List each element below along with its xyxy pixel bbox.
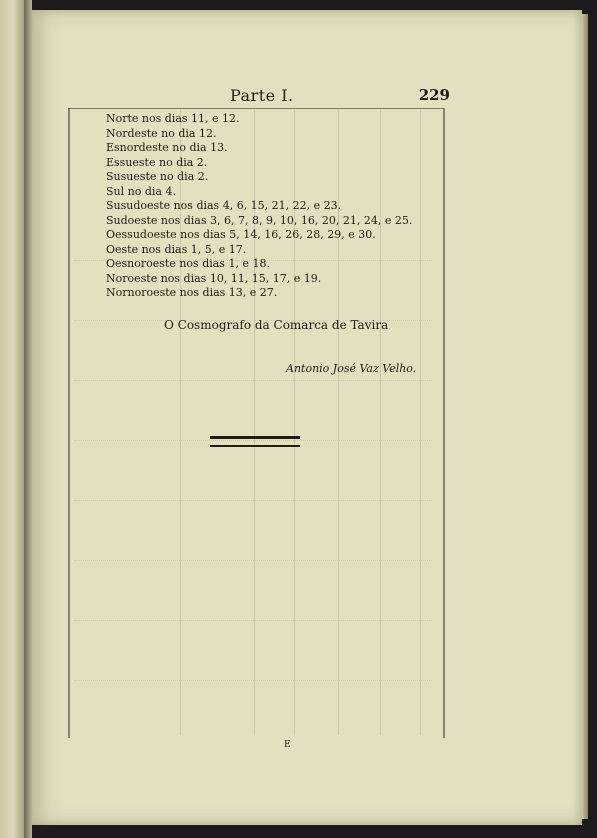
running-head: Parte I. [230, 86, 294, 105]
signatory-name: Antonio José Vaz Velho. [286, 362, 417, 375]
page-number: 229 [418, 86, 450, 104]
list-item: Essueste no dia 2. [106, 155, 208, 169]
page-header [32, 82, 582, 108]
book-page [32, 10, 582, 825]
header-rule [68, 108, 444, 109]
list-item: Esnordeste no dia 13. [106, 141, 228, 154]
previous-page-edge [0, 0, 24, 838]
signatory-office: O Cosmografo da Comarca de Tavira [164, 318, 389, 332]
list-item: Sudoeste nos dias 3, 6, 7, 8, 9, 10, 16, 20, 21, 24, e 25. [106, 213, 413, 227]
table-frame-right [443, 108, 445, 738]
list-item: Sul no dia 4. [106, 184, 176, 198]
list-item: Susudoeste nos dias 4, 6, 15, 21, 22, e 23. [106, 199, 342, 212]
table-frame-left [68, 108, 70, 738]
list-item: Oesnoroeste nos dias 1, e 18. [106, 257, 270, 270]
list-item: Oeste nos dias 1, 5, e 17. [106, 242, 247, 256]
list-item: Nordeste no dia 12. [106, 126, 217, 140]
list-item: Oessudoeste nos dias 5, 14, 16, 26, 28, 29, e 30. [106, 228, 376, 241]
book-gutter [24, 0, 32, 838]
closing-double-rule [210, 436, 300, 447]
list-item: Noroeste nos dias 10, 11, 15, 17, e 19. [106, 271, 322, 285]
wind-directions-list [106, 112, 412, 301]
list-item: Nornoroeste nos dias 13, e 27. [106, 286, 278, 299]
list-item: Norte nos dias 11, e 12. [106, 112, 240, 125]
list-item: Susueste no dia 2. [106, 170, 209, 183]
printer-signature-mark: E [284, 740, 291, 750]
page-fore-edge [582, 14, 588, 819]
